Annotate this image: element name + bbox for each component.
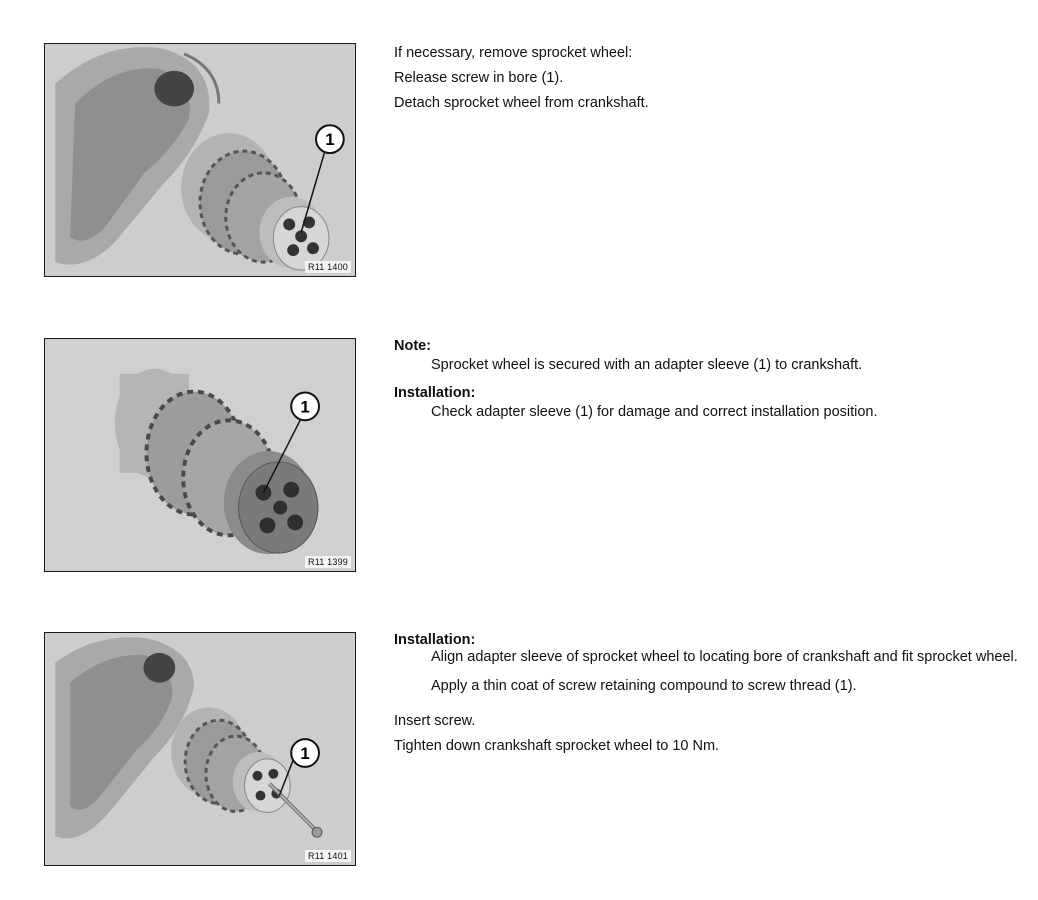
note-heading: Note: bbox=[394, 338, 432, 354]
figure-adapter-sleeve bbox=[44, 338, 356, 572]
callout-1: 1 bbox=[300, 397, 310, 417]
instruction-line: If necessary, remove sprocket wheel: bbox=[394, 45, 633, 61]
figure-code: R11 1399 bbox=[305, 556, 351, 568]
step-note-installation bbox=[394, 339, 878, 427]
screw-insertion-illustration bbox=[45, 633, 355, 865]
callout-1: 1 bbox=[300, 743, 310, 763]
installation-text: Align adapter sleeve of sprocket wheel to locating bore of crankshaft and fit sprocket wheel. bbox=[431, 648, 1018, 665]
installation-heading: Installation: bbox=[394, 384, 476, 401]
installation-heading: Installation: bbox=[394, 632, 476, 648]
instruction-line: Tighten down crankshaft sprocket wheel to 10 Nm. bbox=[394, 738, 720, 755]
callout-1: 1 bbox=[325, 130, 335, 150]
step-installation-screw bbox=[394, 633, 1034, 761]
figure-code: R11 1401 bbox=[305, 850, 351, 862]
installation-text: Apply a thin coat of screw retaining compound to screw thread (1). bbox=[431, 678, 857, 695]
figure-code: R11 1400 bbox=[305, 261, 351, 273]
step-remove-sprocket bbox=[394, 43, 649, 118]
instruction-line: Release screw in bore (1). bbox=[394, 70, 564, 87]
adapter-sleeve-illustration bbox=[45, 339, 355, 571]
figure-crankshaft-sprocket bbox=[44, 43, 356, 277]
crankshaft-sprocket-illustration bbox=[45, 44, 355, 276]
instruction-line: Insert screw. bbox=[394, 713, 476, 730]
installation-text: Check adapter sleeve (1) for damage and correct installation position. bbox=[431, 403, 878, 420]
note-text: Sprocket wheel is secured with an adapter sleeve (1) to crankshaft. bbox=[431, 356, 863, 373]
instruction-line: Detach sprocket wheel from crankshaft. bbox=[394, 95, 649, 112]
figure-screw-insertion bbox=[44, 632, 356, 866]
